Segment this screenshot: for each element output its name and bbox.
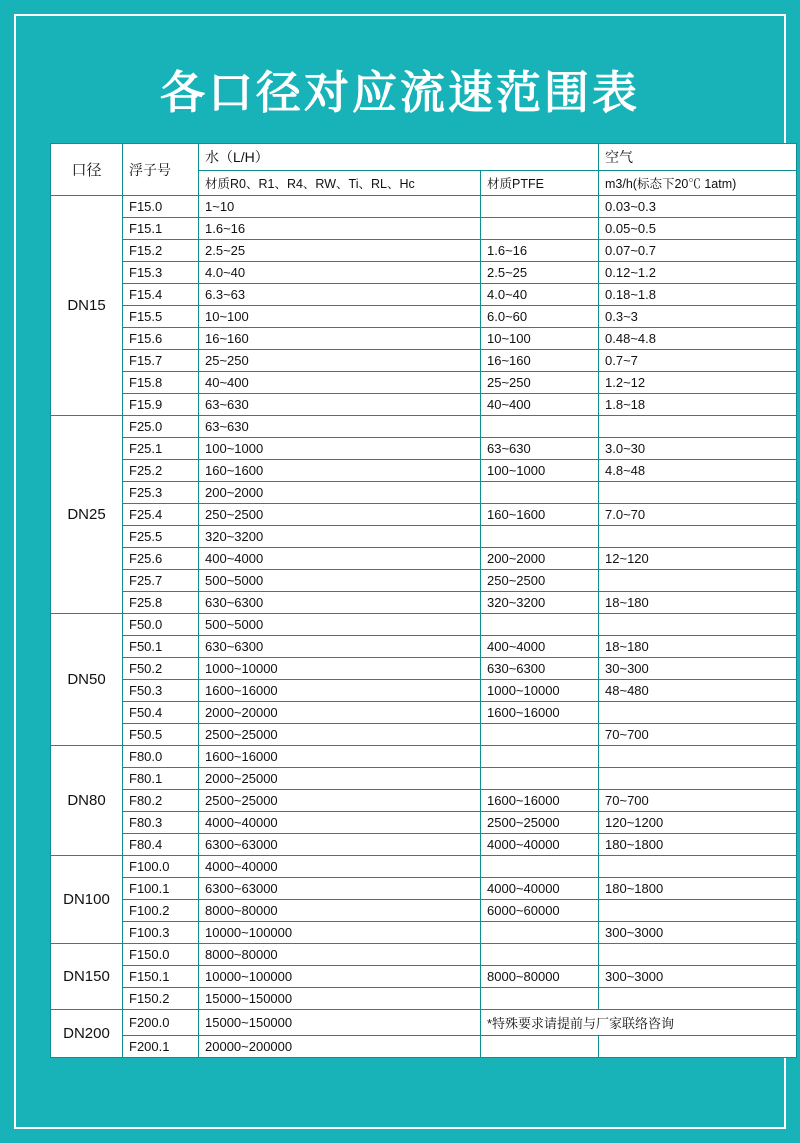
water-range-standard-cell: 20000~200000 [199, 1036, 481, 1058]
air-range-cell: 300~3000 [599, 922, 797, 944]
float-no-cell: F150.1 [123, 966, 199, 988]
water-range-ptfe-cell: 1600~16000 [481, 702, 599, 724]
water-range-ptfe-cell: 4000~40000 [481, 834, 599, 856]
water-range-ptfe-cell [481, 746, 599, 768]
water-range-standard-cell: 2500~25000 [199, 724, 481, 746]
air-range-cell: 48~480 [599, 680, 797, 702]
table-row [51, 636, 797, 658]
table-row [51, 1036, 797, 1058]
caliber-cell: DN15 [51, 196, 123, 416]
air-range-cell: 4.8~48 [599, 460, 797, 482]
water-range-standard-cell: 100~1000 [199, 438, 481, 460]
float-no-cell: F15.4 [123, 284, 199, 306]
header-caliber: 口径 [51, 144, 123, 196]
float-no-cell: F80.3 [123, 812, 199, 834]
float-no-cell: F50.2 [123, 658, 199, 680]
table-row [51, 526, 797, 548]
table-row [51, 438, 797, 460]
table-row [51, 878, 797, 900]
float-no-cell: F25.0 [123, 416, 199, 438]
water-range-standard-cell: 63~630 [199, 416, 481, 438]
caliber-cell: DN100 [51, 856, 123, 944]
air-range-cell [599, 746, 797, 768]
air-range-cell [599, 482, 797, 504]
air-range-cell [599, 1036, 797, 1058]
air-range-cell: 0.07~0.7 [599, 240, 797, 262]
water-range-standard-cell: 6300~63000 [199, 878, 481, 900]
water-range-standard-cell: 1600~16000 [199, 746, 481, 768]
float-no-cell: F200.0 [123, 1010, 199, 1036]
header-water-material-1: 材质R0、R1、R4、RW、Ti、RL、Hc [199, 171, 481, 196]
water-range-ptfe-cell: 16~160 [481, 350, 599, 372]
air-range-cell: 0.7~7 [599, 350, 797, 372]
float-no-cell: F25.2 [123, 460, 199, 482]
water-range-ptfe-cell [481, 614, 599, 636]
water-range-ptfe-cell: 1600~16000 [481, 790, 599, 812]
water-range-standard-cell: 4000~40000 [199, 812, 481, 834]
water-range-standard-cell: 8000~80000 [199, 900, 481, 922]
float-no-cell: F80.1 [123, 768, 199, 790]
air-range-cell: 0.12~1.2 [599, 262, 797, 284]
float-no-cell: F100.3 [123, 922, 199, 944]
air-range-cell: 0.3~3 [599, 306, 797, 328]
air-range-cell: 0.03~0.3 [599, 196, 797, 218]
float-no-cell: F50.4 [123, 702, 199, 724]
water-range-standard-cell: 6300~63000 [199, 834, 481, 856]
water-range-standard-cell: 1~10 [199, 196, 481, 218]
float-no-cell: F80.2 [123, 790, 199, 812]
header-float-no: 浮子号 [123, 144, 199, 196]
water-range-standard-cell: 2000~20000 [199, 702, 481, 724]
table-row [51, 856, 797, 878]
float-no-cell: F80.0 [123, 746, 199, 768]
table-row [51, 724, 797, 746]
air-range-cell: 70~700 [599, 724, 797, 746]
table-row [51, 900, 797, 922]
float-no-cell: F25.1 [123, 438, 199, 460]
float-no-cell: F150.2 [123, 988, 199, 1010]
caliber-cell: DN50 [51, 614, 123, 746]
table-row [51, 812, 797, 834]
air-range-cell [599, 988, 797, 1010]
float-no-cell: F15.3 [123, 262, 199, 284]
water-range-standard-cell: 25~250 [199, 350, 481, 372]
water-range-ptfe-cell: 200~2000 [481, 548, 599, 570]
table-row [51, 306, 797, 328]
water-range-ptfe-cell: *特殊要求请提前与厂家联络咨询 [481, 1010, 797, 1036]
water-range-standard-cell: 4.0~40 [199, 262, 481, 284]
table-row [51, 504, 797, 526]
water-range-ptfe-cell: 2.5~25 [481, 262, 599, 284]
water-range-ptfe-cell: 4.0~40 [481, 284, 599, 306]
air-range-cell: 0.48~4.8 [599, 328, 797, 350]
water-range-standard-cell: 2.5~25 [199, 240, 481, 262]
water-range-ptfe-cell [481, 856, 599, 878]
air-range-cell [599, 944, 797, 966]
table-row [51, 284, 797, 306]
water-range-ptfe-cell: 10~100 [481, 328, 599, 350]
water-range-ptfe-cell: 63~630 [481, 438, 599, 460]
table-row [51, 834, 797, 856]
water-range-standard-cell: 250~2500 [199, 504, 481, 526]
float-no-cell: F15.2 [123, 240, 199, 262]
float-no-cell: F15.6 [123, 328, 199, 350]
water-range-ptfe-cell [481, 988, 599, 1010]
table-row [51, 746, 797, 768]
table-row [51, 372, 797, 394]
water-range-ptfe-cell: 25~250 [481, 372, 599, 394]
water-range-standard-cell: 630~6300 [199, 592, 481, 614]
float-no-cell: F80.4 [123, 834, 199, 856]
float-no-cell: F100.0 [123, 856, 199, 878]
air-range-cell: 12~120 [599, 548, 797, 570]
float-no-cell: F15.7 [123, 350, 199, 372]
float-no-cell: F25.7 [123, 570, 199, 592]
header-air-sub: m3/h(标态下20℃ 1atm) [599, 171, 797, 196]
water-range-ptfe-cell: 630~6300 [481, 658, 599, 680]
water-range-ptfe-cell [481, 768, 599, 790]
water-range-standard-cell: 1000~10000 [199, 658, 481, 680]
water-range-ptfe-cell [481, 416, 599, 438]
water-range-standard-cell: 6.3~63 [199, 284, 481, 306]
water-range-ptfe-cell [481, 1036, 599, 1058]
table-row [51, 570, 797, 592]
table-row [51, 328, 797, 350]
air-range-cell: 180~1800 [599, 834, 797, 856]
float-no-cell: F25.4 [123, 504, 199, 526]
float-no-cell: F15.8 [123, 372, 199, 394]
table-row [51, 262, 797, 284]
air-range-cell [599, 856, 797, 878]
page-title: 各口径对应流速范围表 [159, 66, 640, 119]
air-range-cell: 1.8~18 [599, 394, 797, 416]
table-row [51, 240, 797, 262]
table-row [51, 394, 797, 416]
table-row [51, 482, 797, 504]
table-row [51, 460, 797, 482]
table-header-row-top [51, 144, 797, 171]
water-range-ptfe-cell: 100~1000 [481, 460, 599, 482]
water-range-standard-cell: 8000~80000 [199, 944, 481, 966]
water-range-ptfe-cell: 4000~40000 [481, 878, 599, 900]
air-range-cell: 30~300 [599, 658, 797, 680]
float-no-cell: F100.1 [123, 878, 199, 900]
header-air-group: 空气 [599, 144, 797, 171]
table-row [51, 680, 797, 702]
table-body [51, 196, 797, 1058]
float-no-cell: F50.0 [123, 614, 199, 636]
table-row [51, 790, 797, 812]
table-row [51, 548, 797, 570]
air-range-cell: 70~700 [599, 790, 797, 812]
table-row [51, 966, 797, 988]
caliber-cell: DN150 [51, 944, 123, 1010]
water-range-standard-cell: 400~4000 [199, 548, 481, 570]
table-row [51, 592, 797, 614]
water-range-standard-cell: 15000~150000 [199, 1010, 481, 1036]
water-range-standard-cell: 2000~25000 [199, 768, 481, 790]
float-no-cell: F25.8 [123, 592, 199, 614]
float-no-cell: F150.0 [123, 944, 199, 966]
air-range-cell: 1.2~12 [599, 372, 797, 394]
water-range-ptfe-cell [481, 526, 599, 548]
air-range-cell: 0.18~1.8 [599, 284, 797, 306]
air-range-cell: 7.0~70 [599, 504, 797, 526]
water-range-ptfe-cell: 1.6~16 [481, 240, 599, 262]
water-range-standard-cell: 320~3200 [199, 526, 481, 548]
table-row [51, 218, 797, 240]
water-range-standard-cell: 10000~100000 [199, 966, 481, 988]
water-range-ptfe-cell: 1000~10000 [481, 680, 599, 702]
water-range-standard-cell: 10~100 [199, 306, 481, 328]
header-water-material-2: 材质PTFE [481, 171, 599, 196]
air-range-cell [599, 416, 797, 438]
water-range-standard-cell: 40~400 [199, 372, 481, 394]
table-row [51, 658, 797, 680]
table-row [51, 944, 797, 966]
float-no-cell: F50.1 [123, 636, 199, 658]
water-range-standard-cell: 4000~40000 [199, 856, 481, 878]
water-range-ptfe-cell [481, 922, 599, 944]
table-row [51, 988, 797, 1010]
caliber-cell: DN80 [51, 746, 123, 856]
float-no-cell: F15.5 [123, 306, 199, 328]
table-row [51, 1010, 797, 1036]
water-range-ptfe-cell [481, 218, 599, 240]
float-no-cell: F50.3 [123, 680, 199, 702]
water-range-ptfe-cell [481, 724, 599, 746]
water-range-ptfe-cell: 160~1600 [481, 504, 599, 526]
water-range-standard-cell: 500~5000 [199, 570, 481, 592]
float-no-cell: F50.5 [123, 724, 199, 746]
table-row [51, 614, 797, 636]
table-row [51, 768, 797, 790]
air-range-cell: 120~1200 [599, 812, 797, 834]
water-range-standard-cell: 200~2000 [199, 482, 481, 504]
water-range-standard-cell: 15000~150000 [199, 988, 481, 1010]
air-range-cell: 0.05~0.5 [599, 218, 797, 240]
water-range-ptfe-cell [481, 482, 599, 504]
float-no-cell: F15.9 [123, 394, 199, 416]
float-no-cell: F25.3 [123, 482, 199, 504]
air-range-cell: 3.0~30 [599, 438, 797, 460]
water-range-ptfe-cell: 2500~25000 [481, 812, 599, 834]
table-row [51, 922, 797, 944]
water-range-standard-cell: 1.6~16 [199, 218, 481, 240]
water-range-ptfe-cell: 40~400 [481, 394, 599, 416]
water-range-ptfe-cell: 400~4000 [481, 636, 599, 658]
float-no-cell: F15.1 [123, 218, 199, 240]
float-no-cell: F25.5 [123, 526, 199, 548]
air-range-cell: 180~1800 [599, 878, 797, 900]
air-range-cell [599, 526, 797, 548]
flow-rate-table [50, 143, 797, 1058]
float-no-cell: F100.2 [123, 900, 199, 922]
air-range-cell [599, 570, 797, 592]
caliber-cell: DN25 [51, 416, 123, 614]
water-range-standard-cell: 63~630 [199, 394, 481, 416]
water-range-standard-cell: 160~1600 [199, 460, 481, 482]
water-range-ptfe-cell: 250~2500 [481, 570, 599, 592]
header-water-group: 水（L/H） [199, 144, 599, 171]
air-range-cell: 300~3000 [599, 966, 797, 988]
air-range-cell [599, 900, 797, 922]
water-range-ptfe-cell: 320~3200 [481, 592, 599, 614]
water-range-ptfe-cell: 6.0~60 [481, 306, 599, 328]
water-range-ptfe-cell [481, 944, 599, 966]
water-range-standard-cell: 500~5000 [199, 614, 481, 636]
air-range-cell [599, 768, 797, 790]
caliber-cell: DN200 [51, 1010, 123, 1058]
water-range-standard-cell: 1600~16000 [199, 680, 481, 702]
air-range-cell [599, 702, 797, 724]
flow-rate-table-wrapper [50, 143, 750, 1058]
water-range-standard-cell: 16~160 [199, 328, 481, 350]
water-range-standard-cell: 630~6300 [199, 636, 481, 658]
table-row [51, 350, 797, 372]
float-no-cell: F15.0 [123, 196, 199, 218]
water-range-ptfe-cell: 8000~80000 [481, 966, 599, 988]
float-no-cell: F25.6 [123, 548, 199, 570]
table-row [51, 702, 797, 724]
air-range-cell: 18~180 [599, 636, 797, 658]
air-range-cell: 18~180 [599, 592, 797, 614]
table-row [51, 416, 797, 438]
air-range-cell [599, 614, 797, 636]
water-range-standard-cell: 2500~25000 [199, 790, 481, 812]
float-no-cell: F200.1 [123, 1036, 199, 1058]
water-range-ptfe-cell: 6000~60000 [481, 900, 599, 922]
water-range-ptfe-cell [481, 196, 599, 218]
table-row [51, 196, 797, 218]
water-range-standard-cell: 10000~100000 [199, 922, 481, 944]
table-header [51, 144, 797, 196]
